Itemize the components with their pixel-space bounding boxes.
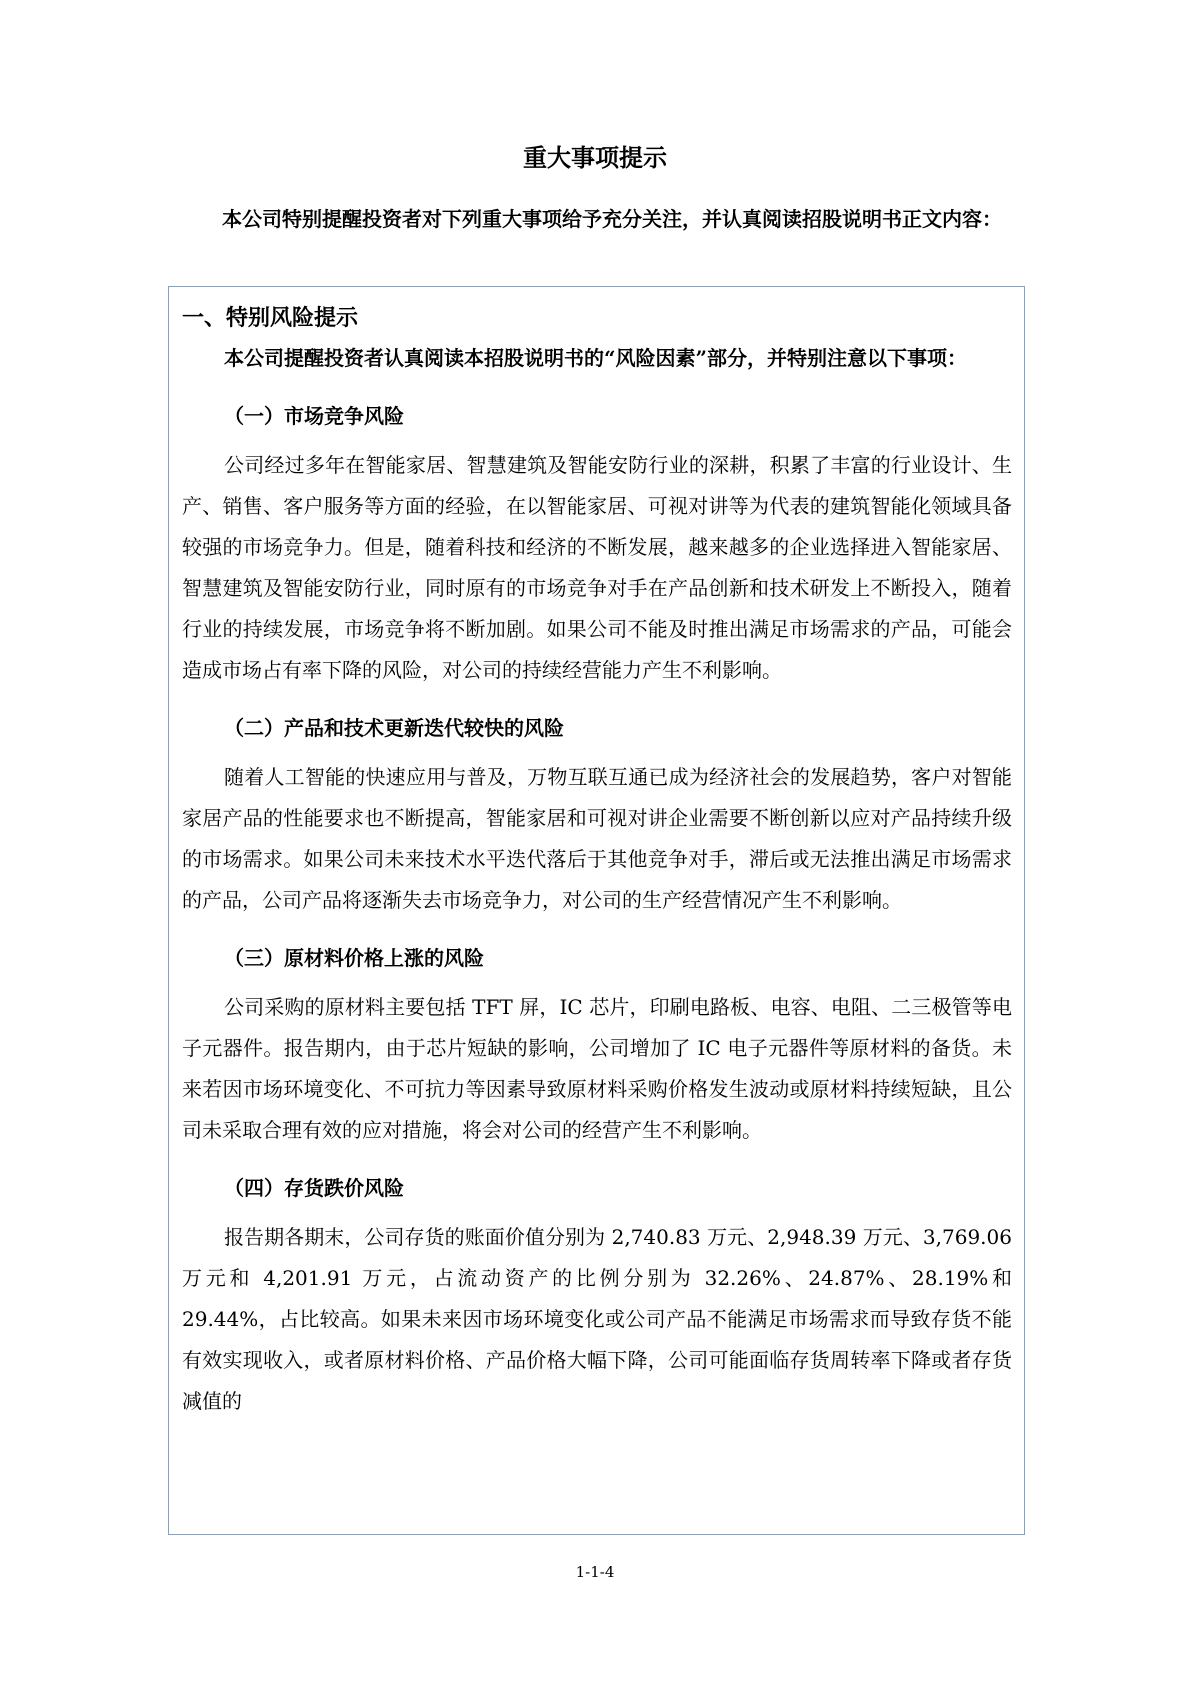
page-number: 1-1-4 [575, 1563, 615, 1581]
section-heading: 一、特别风险提示 [182, 305, 359, 331]
risk-heading-market-competition: （一）市场竞争风险 [224, 404, 404, 428]
risk-heading-raw-material-price: （三）原材料价格上涨的风险 [224, 946, 484, 970]
page-title: 重大事项提示 [523, 143, 667, 172]
risk-notice-box [168, 286, 1025, 1535]
risk-text-raw-material-price: 公司采购的原材料主要包括 TFT 屏，IC 芯片，印刷电路板、电容、电阻、二三极管等电子元器件。报告期内，由于芯片短缺的影响，公司增加了 IC 电子元器件等原材料的备货。未来若因市场环境变化、不可抗力等因素导致原材料采购价格发生波动或原材料持续短缺，且公司未采取合理有效的应对措施，将会对公司的经营产生不利影响。 [182, 995, 1012, 1142]
risk-heading-inventory-impairment: （四）存货跌价风险 [224, 1176, 404, 1200]
intro-paragraph: 本公司特别提醒投资者对下列重大事项给予充分关注，并认真阅读招股说明书正文内容： [222, 207, 1002, 231]
risk-text-market-competition: 公司经过多年在智能家居、智慧建筑及智能安防行业的深耕，积累了丰富的行业设计、生产、销售、客户服务等方面的经验，在以智能家居、可视对讲等为代表的建筑智能化领域具备较强的市场竞争力。但是，随着科技和经济的不断发展，越来越多的企业选择进入智能家居、智慧建筑及智能安防行业，同时原有的市场竞争对手在产品创新和技术研发上不断投入，随着行业的持续发展，市场竞争将不断加剧。如果公司不能及时推出满足市场需求的产品，可能会造成市场占有率下降的风险，对公司的持续经营能力产生不利影响。 [182, 453, 1012, 682]
risk-text-inventory-impairment: 报告期各期末，公司存货的账面价值分别为 2,740.83 万元、2,948.39 万元、3,769.06 万元和 4,201.91 万元，占流动资产的比例分别为 32.26%、24.87%、28.19%和 29.44%，占比较高。如果未来因市场环境变化或公司产品不能满足市场需求而导致存货不能有效实现收入，或者原材料价格、产品价格大幅下降，公司可能面临存货周转率下降或者存货减值的 [182, 1225, 1012, 1413]
risk-heading-technology-iteration: （二）产品和技术更新迭代较快的风险 [224, 716, 564, 740]
risk-text-technology-iteration: 随着人工智能的快速应用与普及，万物互联互通已成为经济社会的发展趋势，客户对智能家居产品的性能要求也不断提高，智能家居和可视对讲企业需要不断创新以应对产品持续升级的市场需求。如果公司未来技术水平迭代落后于其他竞争对手，滞后或无法推出满足市场需求的产品，公司产品将逐渐失去市场竞争力，对公司的生产经营情况产生不利影响。 [182, 765, 1012, 912]
section-intro: 本公司提醒投资者认真阅读本招股说明书的“风险因素”部分，并特别注意以下事项： [224, 346, 968, 370]
